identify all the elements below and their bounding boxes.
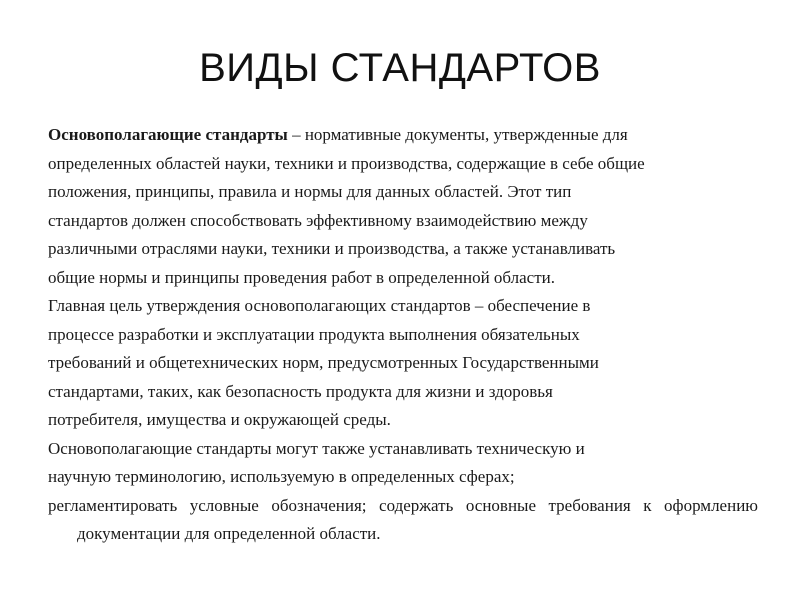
text-line: научную терминологию, используемую в определенных сферах; <box>48 467 515 486</box>
lead-definition: – нормативные документы, утвержденные для <box>287 125 628 144</box>
text-line: различными отраслями науки, техники и производства, а также устанавливать <box>48 239 616 258</box>
lead-term: Основополагающие стандарты <box>48 125 288 144</box>
slide-title: ВИДЫ СТАНДАРТОВ <box>199 46 601 90</box>
slide-body <box>48 121 758 549</box>
text-line: потребителя, имущества и окружающей среды. <box>48 410 391 429</box>
text-line: требований и общетехнических норм, предусмотренных Государственными <box>48 353 599 372</box>
text-line: Основополагающие стандарты могут также устанавливать техническую и <box>48 438 585 458</box>
text-line: положения, принципы, правила и нормы для данных областей. Этот тип <box>48 182 572 201</box>
text-line: общие нормы и принципы проведения работ в определенной области. <box>48 267 556 287</box>
text-line: определенных областей науки, техники и производства, содержащие в себе общие <box>48 153 645 173</box>
text-line <box>48 121 758 150</box>
text-line: стандартами, таких, как безопасность продукта для жизни и здоровья <box>48 381 553 401</box>
text-line: Главная цель утверждения основополагающих стандартов – обеспечение в <box>48 296 591 315</box>
text-paragraph: регламентировать условные обозначения; содержать основные требования к оформлению документации для определенной области. <box>48 495 758 543</box>
text-line: процессе разработки и эксплуатации продукта выполнения обязательных <box>48 324 580 344</box>
text-line: стандартов должен способствовать эффективному взаимодействию между <box>48 210 588 230</box>
